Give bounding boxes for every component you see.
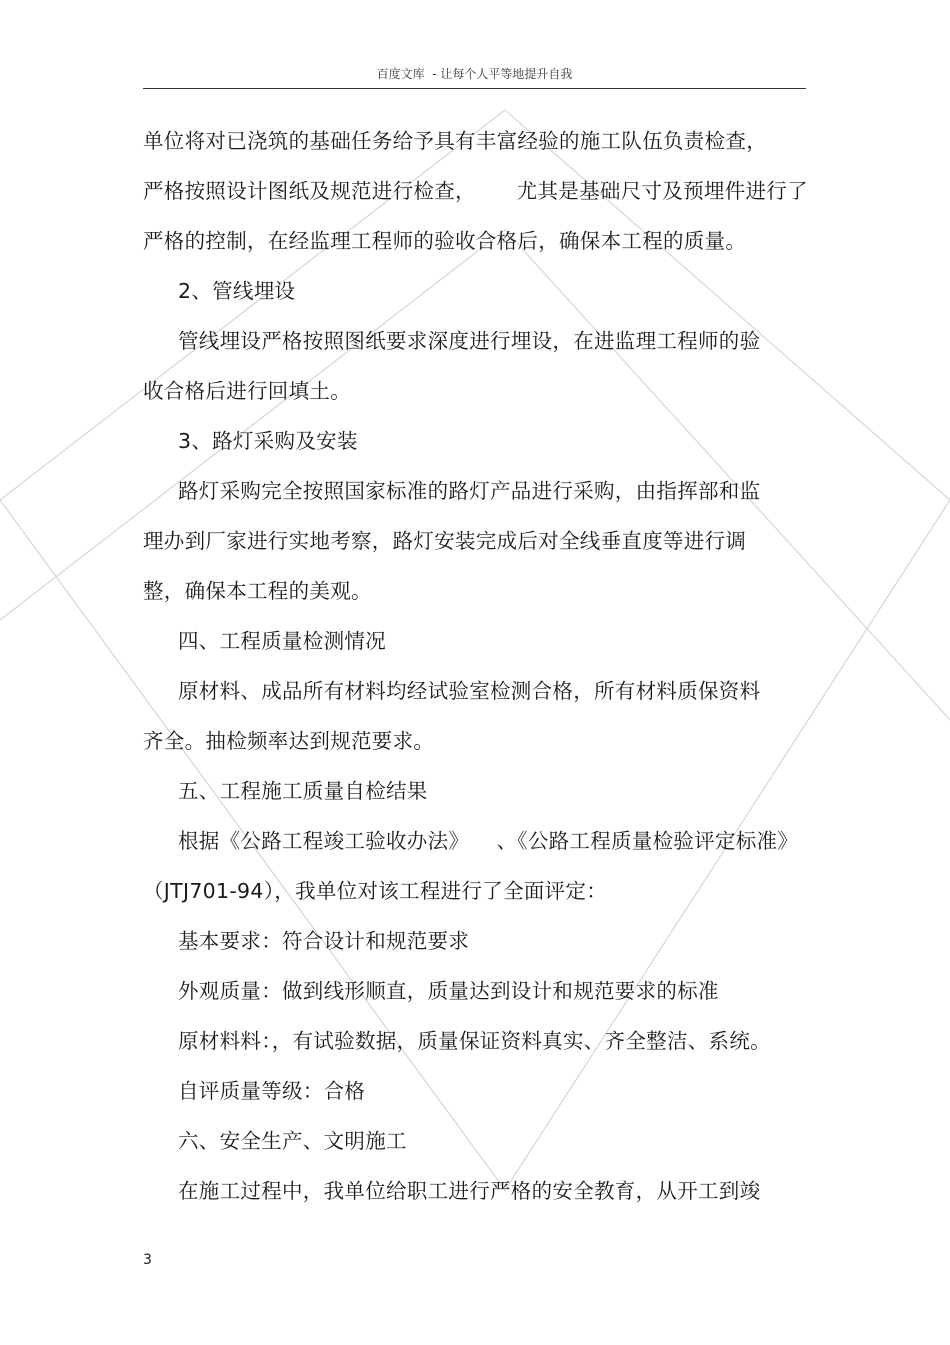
body-line: 齐全。抽检频率达到规范要求。	[143, 729, 435, 753]
body-line: 自评质量等级：合格	[178, 1079, 366, 1103]
body-line: 单位将对已浇筑的基础任务给予具有丰富经验的施工队伍负责检查，	[143, 129, 767, 153]
page-header: 百度文库 - 让每个人平等地提升自我	[143, 64, 806, 89]
body-line: 理办到厂家进行实地考察，路灯安装完成后对全线垂直度等进行调	[143, 529, 747, 553]
body-line: 在施工过程中，我单位给职工进行严格的安全教育，从开工到竣	[178, 1179, 761, 1203]
page-number: 3	[143, 1252, 152, 1268]
body-line: 基本要求：符合设计和规范要求	[178, 929, 470, 953]
body-line: 严格按照设计图纸及规范进行检查， 尤其是基础尺寸及预埋件进行了	[143, 179, 808, 203]
section-heading: 四、工程质量检测情况	[178, 629, 386, 653]
body-line: 根据《公路工程竣工验收办法》 、《公路工程质量检验评定标准》	[178, 829, 799, 853]
body-line: 原材料料：，有试验数据，质量保证资料真实、齐全整洁、系统。	[178, 1029, 771, 1053]
body-line: 外观质量：做到线形顺直，质量达到设计和规范要求的标准	[178, 979, 719, 1003]
body-line: 路灯采购完全按照国家标准的路灯产品进行采购，由指挥部和监	[178, 479, 761, 503]
body-line: 收合格后进行回填土。	[143, 379, 351, 403]
body-line: 管线埋设严格按照图纸要求深度进行埋设，在进监理工程师的验	[178, 329, 761, 353]
body-line: 原材料、成品所有材料均经试验室检测合格，所有材料质保资料	[178, 679, 761, 703]
section-heading: 2、管线埋设	[178, 279, 296, 303]
body-line: 严格的控制，在经监理工程师的验收合格后，确保本工程的质量。	[143, 229, 747, 253]
body-line: 整，确保本工程的美观。	[143, 579, 372, 603]
body-line: （JTJ701-94），我单位对该工程进行了全面评定：	[143, 879, 608, 903]
section-heading: 3、路灯采购及安装	[178, 429, 358, 453]
section-heading: 六、安全生产、文明施工	[178, 1129, 407, 1153]
section-heading: 五、工程施工质量自检结果	[178, 779, 428, 803]
